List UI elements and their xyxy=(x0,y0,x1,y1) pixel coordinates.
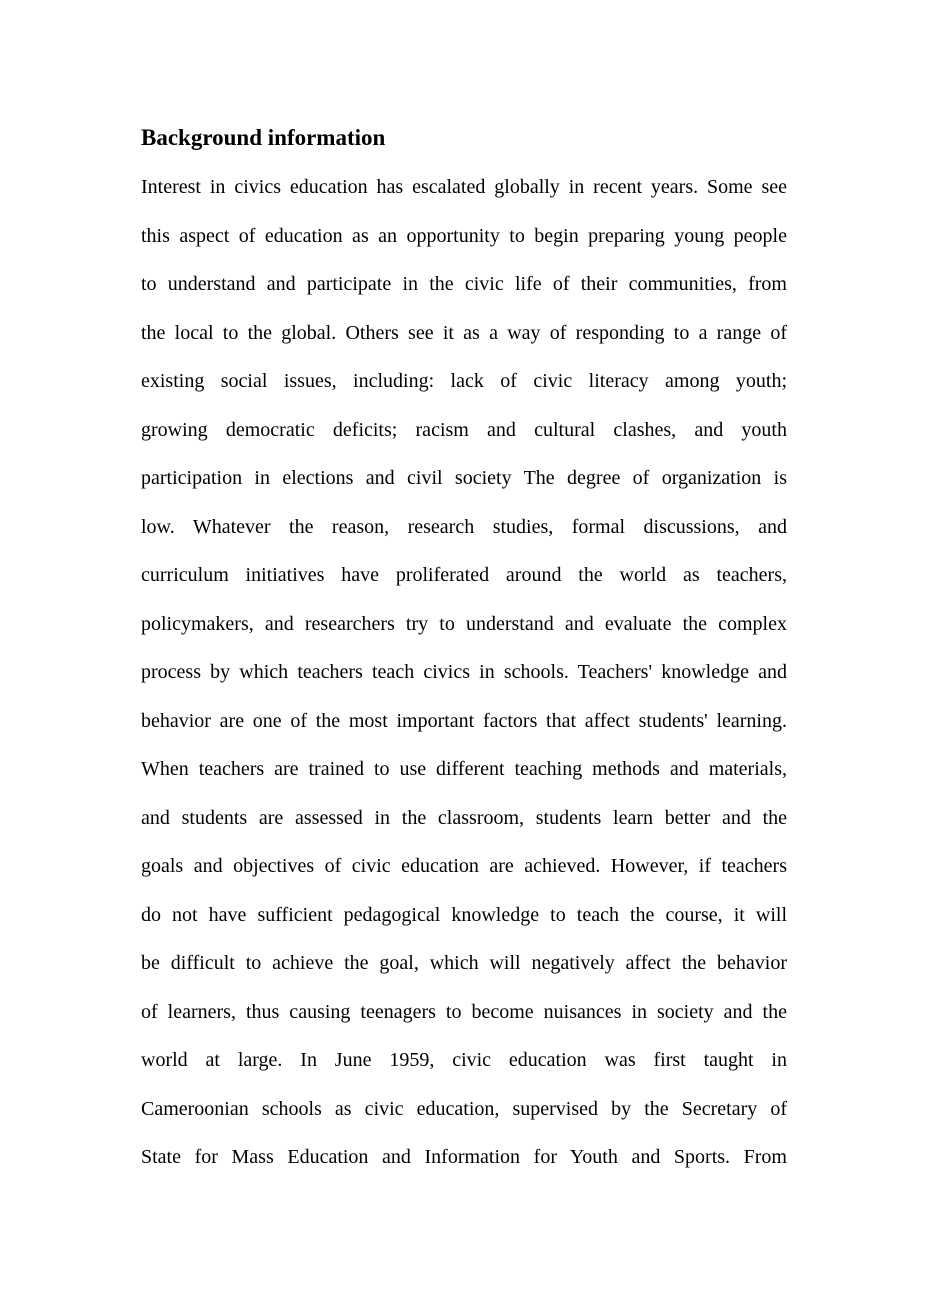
paragraph-line: and students are assessed in the classroom, students learn better and the xyxy=(141,806,787,829)
paragraph-line: State for Mass Education and Information for Youth and Sports. From xyxy=(141,1146,787,1168)
paragraph-line: to understand and participate in the civic life of their communities, from xyxy=(141,273,787,295)
paragraph-line: low. Whatever the reason, research studies, formal discussions, and xyxy=(141,515,787,538)
paragraph-line: Interest in civics education has escalated globally in recent years. Some see xyxy=(141,176,787,198)
section-heading: Background information xyxy=(141,125,386,150)
paragraph-line: of learners, thus causing teenagers to become nuisances in society and the xyxy=(141,1000,787,1023)
paragraph-line: participation in elections and civil society The degree of organization is xyxy=(141,467,787,489)
body-paragraph xyxy=(141,163,787,1182)
paragraph-line: the local to the global. Others see it as a way of responding to a range of xyxy=(141,321,787,344)
paragraph-line: Cameroonian schools as civic education, supervised by the Secretary of xyxy=(141,1097,787,1120)
paragraph-line: goals and objectives of civic education are achieved. However, if teachers xyxy=(141,855,787,877)
paragraph-line: When teachers are trained to use different teaching methods and materials, xyxy=(141,758,787,780)
paragraph-line: existing social issues, including: lack of civic literacy among youth; xyxy=(141,370,787,392)
paragraph-line: curriculum initiatives have proliferated around the world as teachers, xyxy=(141,564,787,586)
paragraph-line: growing democratic deficits; racism and cultural clashes, and youth xyxy=(141,418,787,441)
paragraph-line: do not have sufficient pedagogical knowledge to teach the course, it will xyxy=(141,903,787,926)
paragraph-line: be difficult to achieve the goal, which will negatively affect the behavior xyxy=(141,952,787,974)
paragraph-line: policymakers, and researchers try to understand and evaluate the complex xyxy=(141,612,787,635)
paragraph-line: process by which teachers teach civics in schools. Teachers' knowledge and xyxy=(141,661,787,683)
paragraph-line: world at large. In June 1959, civic education was first taught in xyxy=(141,1049,787,1071)
paragraph-line: behavior are one of the most important factors that affect students' learning. xyxy=(141,709,787,732)
paragraph-line: this aspect of education as an opportunity to begin preparing young people xyxy=(141,224,787,247)
